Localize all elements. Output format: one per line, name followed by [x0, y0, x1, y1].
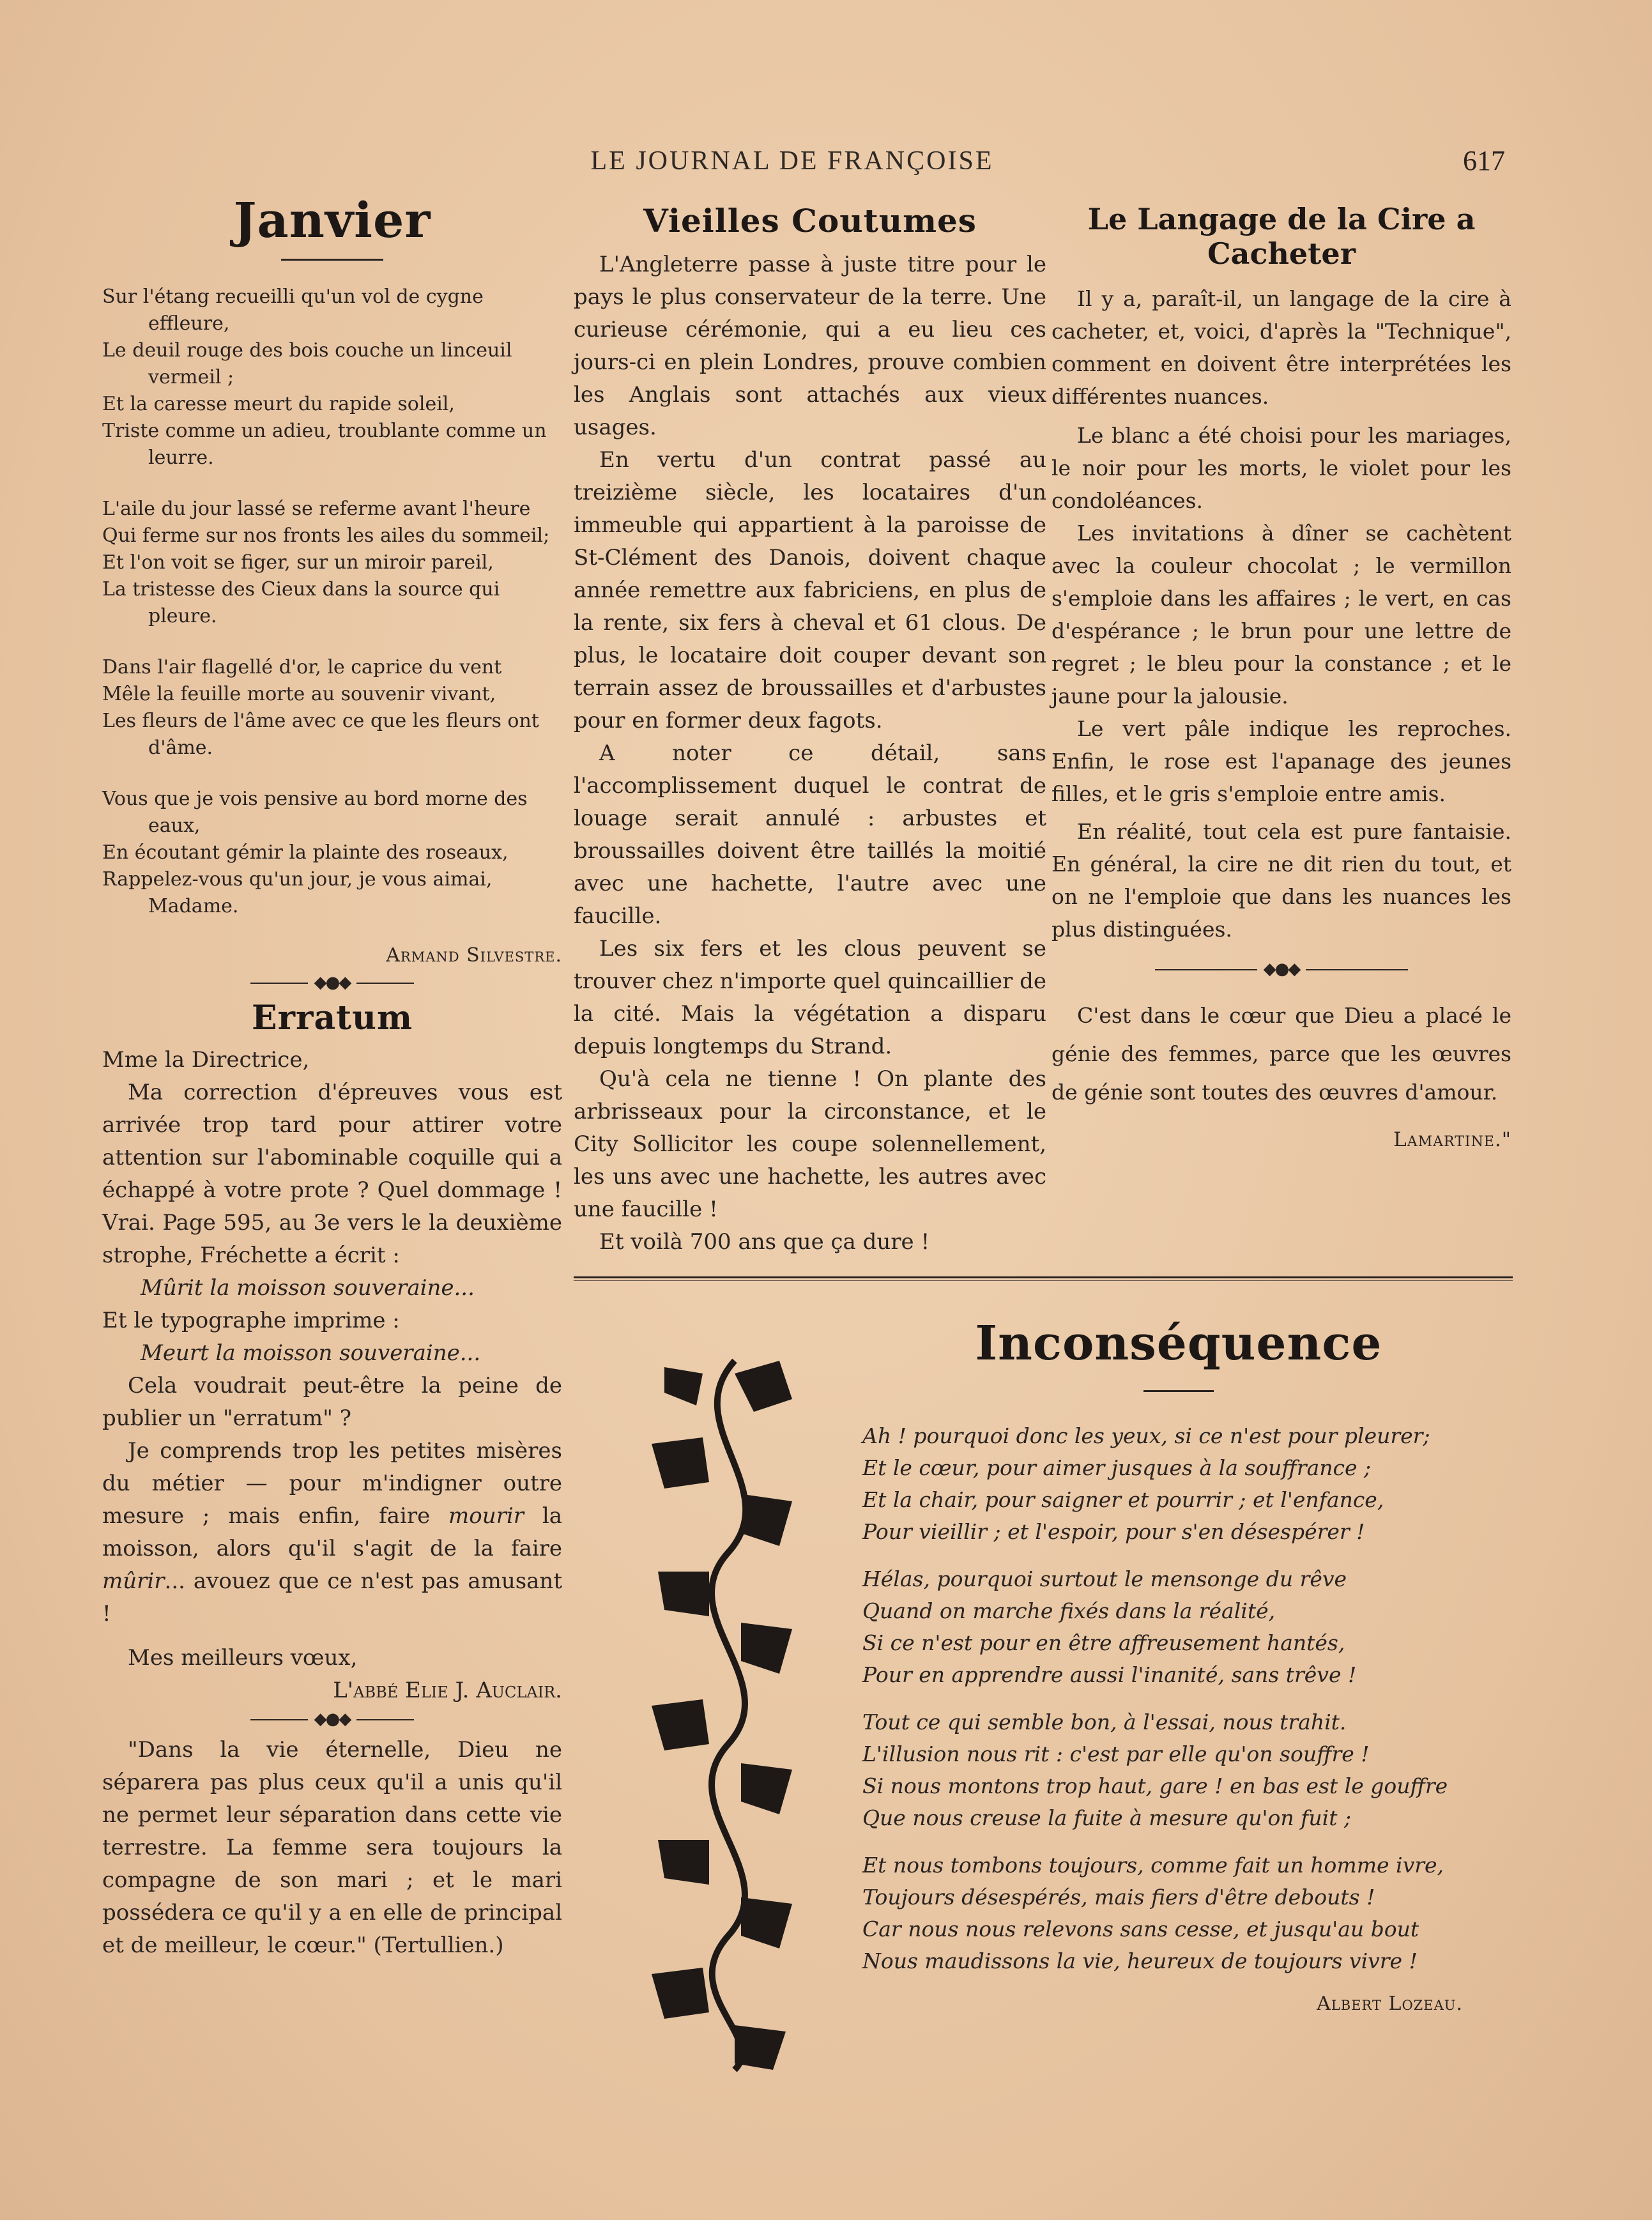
poem-line: pleure. — [148, 605, 217, 627]
poem-line: Et la chair, pour saigner et pourrir ; et l'enfance, — [862, 1487, 1384, 1512]
inconsequence-title: Inconséquence — [975, 1316, 1382, 1371]
article-paragraph: En réalité, tout cela est pure fantaisie. En général, la cire ne dit rien du tout, et on ne l'emploie que dans les nuances les plus distinguées. — [1052, 819, 1511, 942]
inconsequence-author: Albert Lozeau. — [1317, 1993, 1463, 2015]
article-paragraph: Il y a, paraît-il, un langage de la cire à cacheter, et, voici, d'après la "Technique", comment en doivent être interprétées les différentes nuances. — [1052, 286, 1511, 409]
article-paragraph: Qu'à cela ne tienne ! On plante des arbrisseaux pour la circonstance, et le City Sollicitor les coupe solennellement, les uns avec une hachette, les autres avec une faucille ! — [574, 1066, 1046, 1222]
running-title: LE JOURNAL DE FRANÇOISE — [590, 146, 994, 176]
poem-line: d'âme. — [148, 737, 213, 759]
poem-line: Nous maudissons la vie, heureux de toujours vivre ! — [862, 1948, 1418, 1973]
erratum-salutation: Mme la Directrice, — [102, 1047, 310, 1073]
article-paragraph: A noter ce détail, sans l'accomplissement duquel le contrat de louage serait annulé : arbustes et broussailles doivent être taillés la moitié avec une hachette, l'autre avec une faucille. — [574, 740, 1046, 929]
poem-line: leurre. — [148, 447, 214, 469]
janvier-stanza-1 — [102, 284, 562, 471]
lamartine-quote: C'est dans le cœur que Dieu a placé le génie des femmes, parce que les œuvres de génie sont toutes des œuvres d'amour. — [1052, 1003, 1511, 1105]
erratum-letter — [102, 1044, 562, 1707]
floral-vine-ornament — [639, 1348, 805, 2076]
poem-line: Et l'on voit se figer, sur un miroir pareil, — [102, 551, 494, 574]
tertullien-quote — [102, 1734, 562, 1962]
langage-article — [1052, 282, 1511, 1151]
poem-line: vermeil ; — [148, 366, 234, 388]
page-number: 617 — [1463, 145, 1505, 176]
erratum-paragraph — [102, 1435, 562, 1630]
title-rule — [1143, 1390, 1214, 1392]
quote-rest: la moisson souveraine... — [203, 1275, 475, 1301]
erratum-signature: L'abbé Elie J. Auclair. — [333, 1678, 562, 1703]
italic-word: mûrir — [102, 1568, 165, 1594]
erratum-title: Erratum — [252, 999, 413, 1037]
quote-word: Mûrit — [141, 1275, 203, 1301]
text-run: Je comprends trop les petites misères du métier — pour m'indigner outre mesure ; mais enfin, faire — [102, 1438, 562, 1529]
ornament-divider: ◆●◆ — [102, 973, 562, 992]
poem-line: L'illusion nous rit : c'est par elle qu'on souffre ! — [862, 1742, 1370, 1766]
poem-line: effleure, — [148, 312, 230, 335]
quote-rest: la moisson souveraine... — [208, 1340, 481, 1366]
ornament-divider: ◆●◆ — [1052, 960, 1511, 979]
middle-column — [574, 185, 1046, 1259]
poem-line: Qui ferme sur nos fronts les ailes du sommeil; — [102, 524, 550, 547]
janvier-stanza-4 — [102, 786, 562, 920]
poem-line: L'aile du jour lassé se referme avant l'heure — [102, 498, 531, 520]
poem-line: Pour en apprendre aussi l'inanité, sans trêve ! — [862, 1662, 1357, 1687]
tertullien-text: "Dans la vie éternelle, Dieu ne séparera pas plus ceux qu'il a unis qu'il ne permet leur séparation dans cette vie terrestre. La femme sera toujours la compagne de son mari ; et le mari possédera ce qu'il y a en elle de principal et de meilleur, le cœur." (Tertullien.) — [102, 1737, 562, 1958]
poem-line: Mêle la feuille morte au souvenir vivant, — [102, 683, 496, 705]
janvier-author: Armand Silvestre. — [386, 944, 562, 967]
poem-line: Hélas, pourquoi surtout le mensonge du rêve — [862, 1566, 1347, 1591]
poem-line: Toujours désespérés, mais fiers d'être debouts ! — [862, 1885, 1375, 1910]
janvier-poem — [102, 284, 562, 967]
lamartine-author: Lamartine." — [1393, 1128, 1511, 1151]
section-rule — [574, 1276, 1513, 1278]
article-paragraph: En vertu d'un contrat passé au treizième siècle, les locataires d'un immeuble qui appartient à la paroisse de St-Clément des Danois, doivent chaque année remettre aux fabriciens, en plus de la rente, six fers à cheval et 61 clous. De plus, le locataire doit couper devant son terrain assez de broussailles et d'arbustes pour en former deux fagots. — [574, 447, 1046, 733]
left-column — [102, 185, 562, 1962]
poem-line: Le deuil rouge des bois couche un linceuil — [102, 339, 512, 362]
inconsequence-stanza-2 — [862, 1563, 1514, 1691]
erratum-quote — [102, 1272, 562, 1305]
poem-line: Vous que je vois pensive au bord morne des — [102, 788, 528, 810]
erratum-paragraph: Et le typographe imprime : — [102, 1308, 400, 1333]
erratum-closing: Mes meilleurs vœux, — [128, 1645, 358, 1671]
article-paragraph: Et voilà 700 ans que ça dure ! — [599, 1229, 930, 1255]
poem-line: eaux, — [148, 815, 201, 837]
section-rule — [574, 1280, 1513, 1281]
janvier-stanza-3 — [102, 654, 562, 762]
poem-line: Quand on marche fixés dans la réalité, — [862, 1598, 1276, 1623]
article-paragraph: Les six fers et les clous peuvent se trouver chez n'importe quel quincaillier de la cité. Mais la végétation a disparu depuis longtemps du Strand. — [574, 936, 1046, 1059]
poem-line: Tout ce qui semble bon, à l'essai, nous trahit. — [862, 1710, 1347, 1734]
text-run: la moisson, alors qu'il s'agit de la faire — [102, 1503, 562, 1561]
erratum-quote — [102, 1337, 562, 1370]
vieilles-article — [574, 249, 1046, 1259]
poem-line: Et le cœur, pour aimer jusques à la souffrance ; — [862, 1455, 1372, 1480]
text-run: ... avouez que ce n'est pas amusant ! — [102, 1568, 562, 1627]
poem-line: Triste comme un adieu, troublante comme un — [102, 420, 547, 442]
quote-word: Meurt — [141, 1340, 209, 1366]
article-paragraph: Le blanc a été choisi pour les mariages, le noir pour les morts, le violet pour les condoléances. — [1052, 423, 1511, 513]
poem-line: Et la caresse meurt du rapide soleil, — [102, 393, 455, 415]
poem-line: Les fleurs de l'âme avec ce que les fleurs ont — [102, 710, 539, 732]
italic-word: mourir — [448, 1503, 524, 1529]
article-paragraph: L'Angleterre passe à juste titre pour le pays le plus conservateur de la terre. Une curieuse cérémonie, qui a eu lieu ces jours-ci en plein Londres, prouve combien les Anglais sont attachés aux vieux usages. — [574, 252, 1046, 440]
ornament-divider: ◆●◆ — [102, 1710, 562, 1729]
vieilles-title: Vieilles Coutumes — [643, 202, 977, 240]
poem-line: Sur l'étang recueilli qu'un vol de cygne — [102, 286, 484, 308]
poem-line: En écoutant gémir la plainte des roseaux, — [102, 841, 509, 864]
poem-line: Ah ! pourquoi donc les yeux, si ce n'est pour pleurer; — [862, 1423, 1430, 1448]
poem-line: Dans l'air flagellé d'or, le caprice du vent — [102, 656, 502, 678]
erratum-paragraph: Cela voudrait peut-être la peine de publier un "erratum" ? — [102, 1373, 562, 1431]
right-column — [1052, 185, 1511, 1151]
poem-line: Si ce n'est pour en être affreusement hantés, — [862, 1630, 1345, 1655]
erratum-paragraph: Ma correction d'épreuves vous est arrivée trop tard pour attirer votre attention sur l'abominable coquille qui a échappé à votre prote ? Quel dommage ! Vrai. Page 595, au 3e vers le la deuxième strophe, Fréchette a écrit : — [102, 1080, 562, 1268]
inconsequence-stanza-3 — [862, 1706, 1514, 1834]
poem-line: Madame. — [148, 895, 239, 917]
article-paragraph: Le vert pâle indique les reproches. Enfin, le rose est l'apanage des jeunes filles, et le gris s'emploie entre amis. — [1052, 716, 1511, 806]
inconsequence-section — [843, 1316, 1514, 2015]
poem-line: Pour vieillir ; et l'espoir, pour s'en désespérer ! — [862, 1519, 1365, 1544]
poem-line: Et nous tombons toujours, comme fait un homme ivre, — [862, 1853, 1444, 1878]
janvier-title: Janvier — [233, 192, 431, 249]
poem-line: La tristesse des Cieux dans la source qui — [102, 578, 500, 601]
inconsequence-stanza-1 — [862, 1420, 1514, 1548]
inconsequence-poem — [843, 1420, 1514, 2015]
inconsequence-stanza-4 — [862, 1849, 1514, 1977]
janvier-stanza-2 — [102, 496, 562, 630]
langage-title: Le Langage de la Cire a Cacheter — [1087, 202, 1476, 271]
poem-line: Que nous creuse la fuite à mesure qu'on fuit ; — [862, 1805, 1352, 1830]
title-rule — [281, 259, 383, 261]
poem-line: Rappelez-vous qu'un jour, je vous aimai, — [102, 868, 493, 891]
article-paragraph: Les invitations à dîner se cachètent avec la couleur chocolat ; le vermillon s'emploie dans les affaires ; le vert, en cas d'espérance ; le brun pour une lettre de regret ; le bleu pour la constance ; et le jaune pour la jalousie. — [1052, 521, 1511, 708]
poem-line: Si nous montons trop haut, gare ! en bas est le gouffre — [862, 1773, 1448, 1798]
poem-line: Car nous nous relevons sans cesse, et jusqu'au bout — [862, 1917, 1419, 1941]
